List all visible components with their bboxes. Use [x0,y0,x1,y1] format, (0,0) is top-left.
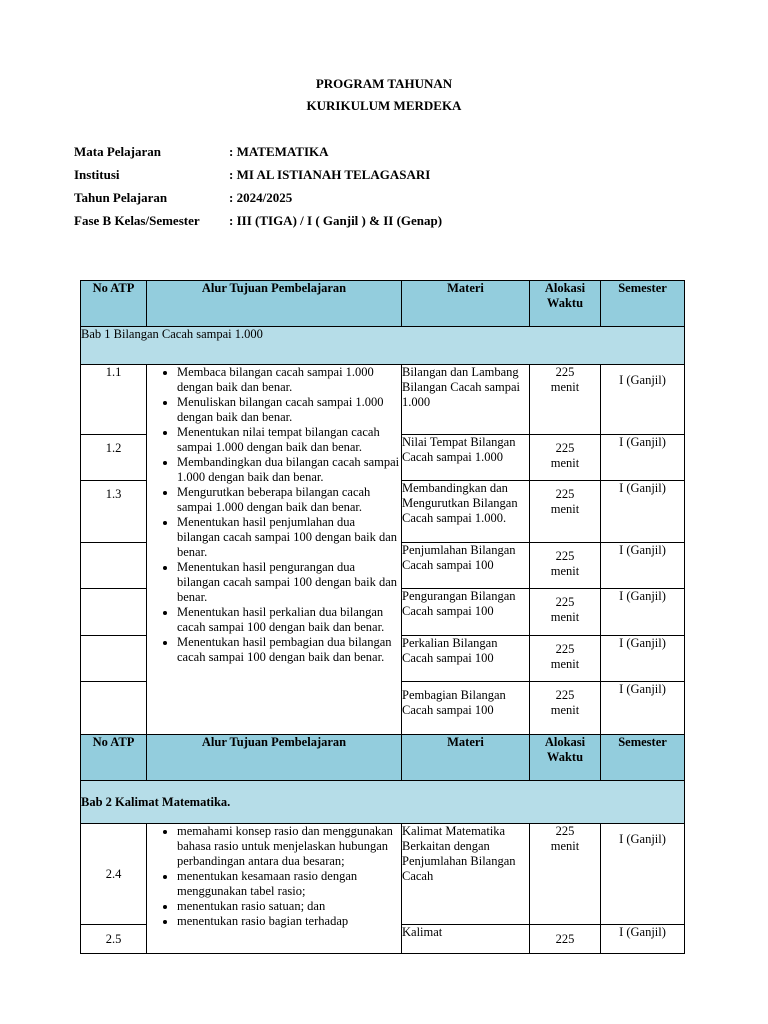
alokasi-num: 225 [555,688,575,702]
alokasi-num: 225 [555,549,575,563]
header-alokasi [530,281,601,327]
alokasi-num: 225 [555,487,575,501]
row-materi: Kalimat Matematika Berkaitan dengan Penjumlahan Bilangan Cacah [402,824,530,925]
list-item: • menentukan rasio satuan; dan [177,899,401,914]
header-alokasi-line2: Waktu [546,296,584,310]
row-no [81,589,147,636]
list-item: • menentukan rasio bagian terhadap [177,914,401,929]
row-no [81,636,147,682]
header-alur: Alur Tujuan Pembelajaran [147,735,402,781]
header-materi: Materi [402,281,530,327]
alokasi-unit: menit [550,839,580,853]
table-header-row [81,735,685,781]
meta-value-phase: : III (TIGA) / I ( Ganjil ) & II (Genap) [229,213,443,228]
row-alokasi [530,365,601,435]
header-no-atp: No ATP [81,735,147,781]
row-alokasi [530,543,601,589]
table-row [81,824,685,925]
alokasi-num: 225 [555,824,575,838]
header-semester: Semester [601,281,685,327]
alokasi-unit: menit [550,380,580,394]
row-no: 2.4 [81,824,147,925]
header-alokasi-line2: Waktu [546,750,584,764]
alokasi-unit: menit [550,703,580,717]
title-line-1: PROGRAM TAHUNAN [315,76,453,91]
row-semester: I (Ganjil) [601,824,685,925]
list-item: • Menentukan hasil pengurangan dua bilangan cacah sampai 100 dengan baik dan benar. [177,560,401,605]
row-no: 2.5 [81,925,147,954]
row-alokasi [530,925,601,954]
row-materi: Pengurangan Bilangan Cacah sampai 100 [402,589,530,636]
meta-value-year: : 2024/2025 [229,190,293,205]
chapter-1-title: Bab 1 Bilangan Cacah sampai 1.000 [81,327,685,365]
meta-label-institution: Institusi [74,167,120,182]
row-semester: I (Ganjil) [601,481,685,543]
header-no-atp: No ATP [81,281,147,327]
list-item: • Mengurutkan beberapa bilangan cacah sampai 1.000 dengan baik dan benar. [177,485,401,515]
goal-list [147,824,401,929]
row-materi: Kalimat [402,925,530,954]
header-alokasi [530,735,601,781]
list-item: • Menentukan hasil perkalian dua bilangan cacah sampai 100 dengan baik dan benar. [177,605,401,635]
table-header-row [81,281,685,327]
alokasi-unit: menit [550,610,580,624]
row-alokasi [530,435,601,481]
header-alur: Alur Tujuan Pembelajaran [147,281,402,327]
meta-value-subject: : MATEMATIKA [229,144,329,159]
title-line-2: KURIKULUM MERDEKA [306,98,462,113]
chapter-row [81,781,685,824]
header-alokasi-line1: Alokasi [544,735,586,749]
meta-label-phase: Fase B Kelas/Semester [74,213,200,228]
row-no [81,682,147,735]
alokasi-num: 225 [555,365,575,379]
row-materi: Nilai Tempat Bilangan Cacah sampai 1.000 [402,435,530,481]
row-no [81,543,147,589]
header-alokasi-line1: Alokasi [544,281,586,295]
alokasi-num: 225 [555,642,575,656]
row-no: 1.3 [81,481,147,543]
atp-table [80,280,685,954]
table-row [81,365,685,435]
chapter-2-title: Bab 2 Kalimat Matematika. [81,781,685,824]
row-semester: I (Ganjil) [601,636,685,682]
row-semester: I (Ganjil) [601,589,685,636]
row-semester: I (Ganjil) [601,435,685,481]
meta-label-year: Tahun Pelajaran [74,190,168,205]
list-item: • Menentukan hasil penjumlahan dua bilangan cacah sampai 100 dengan baik dan benar. [177,515,401,560]
header-semester: Semester [601,735,685,781]
row-materi: Membandingkan dan Mengurutkan Bilangan Cacah sampai 1.000. [402,481,530,543]
meta-value-institution: : MI AL ISTIANAH TELAGASARI [229,167,431,182]
row-alokasi [530,636,601,682]
row-materi: Penjumlahan Bilangan Cacah sampai 100 [402,543,530,589]
row-no: 1.1 [81,365,147,435]
list-item: • Membandingkan dua bilangan cacah sampai 1.000 dengan baik dan benar. [177,455,401,485]
header-materi: Materi [402,735,530,781]
chapter-row [81,327,685,365]
chapter-2-goals [147,824,402,954]
list-item: • Menentukan hasil pembagian dua bilangan cacah sampai 100 dengan baik dan benar. [177,635,401,665]
list-item: • Membaca bilangan cacah sampai 1.000 dengan baik dan benar. [177,365,401,395]
alokasi-num: 225 [555,931,575,946]
row-semester: I (Ganjil) [601,925,685,954]
row-semester: I (Ganjil) [601,682,685,735]
row-semester: I (Ganjil) [601,365,685,435]
row-alokasi [530,824,601,925]
alokasi-unit: menit [550,564,580,578]
alokasi-num: 225 [555,441,575,455]
goal-list [147,365,401,665]
row-alokasi [530,481,601,543]
list-item: • memahami konsep rasio dan menggunakan bahasa rasio untuk menjelaskan hubungan perbandingan antara dua besaran; [177,824,401,869]
row-materi: Perkalian Bilangan Cacah sampai 100 [402,636,530,682]
meta-label-subject: Mata Pelajaran [74,144,162,159]
alokasi-unit: menit [550,502,580,516]
list-item: • Menentukan nilai tempat bilangan cacah sampai 1.000 dengan baik dan benar. [177,425,401,455]
list-item: • menentukan kesamaan rasio dengan menggunakan tabel rasio; [177,869,401,899]
row-no: 1.2 [81,435,147,481]
chapter-1-goals [147,365,402,735]
row-alokasi [530,682,601,735]
alokasi-unit: menit [550,456,580,470]
row-alokasi [530,589,601,636]
alokasi-unit: menit [550,657,580,671]
list-item: • Menuliskan bilangan cacah sampai 1.000 dengan baik dan benar. [177,395,401,425]
row-semester: I (Ganjil) [601,543,685,589]
alokasi-num: 225 [555,595,575,609]
row-materi: Pembagian Bilangan Cacah sampai 100 [402,682,530,735]
row-materi: Bilangan dan Lambang Bilangan Cacah sampai 1.000 [402,365,530,435]
